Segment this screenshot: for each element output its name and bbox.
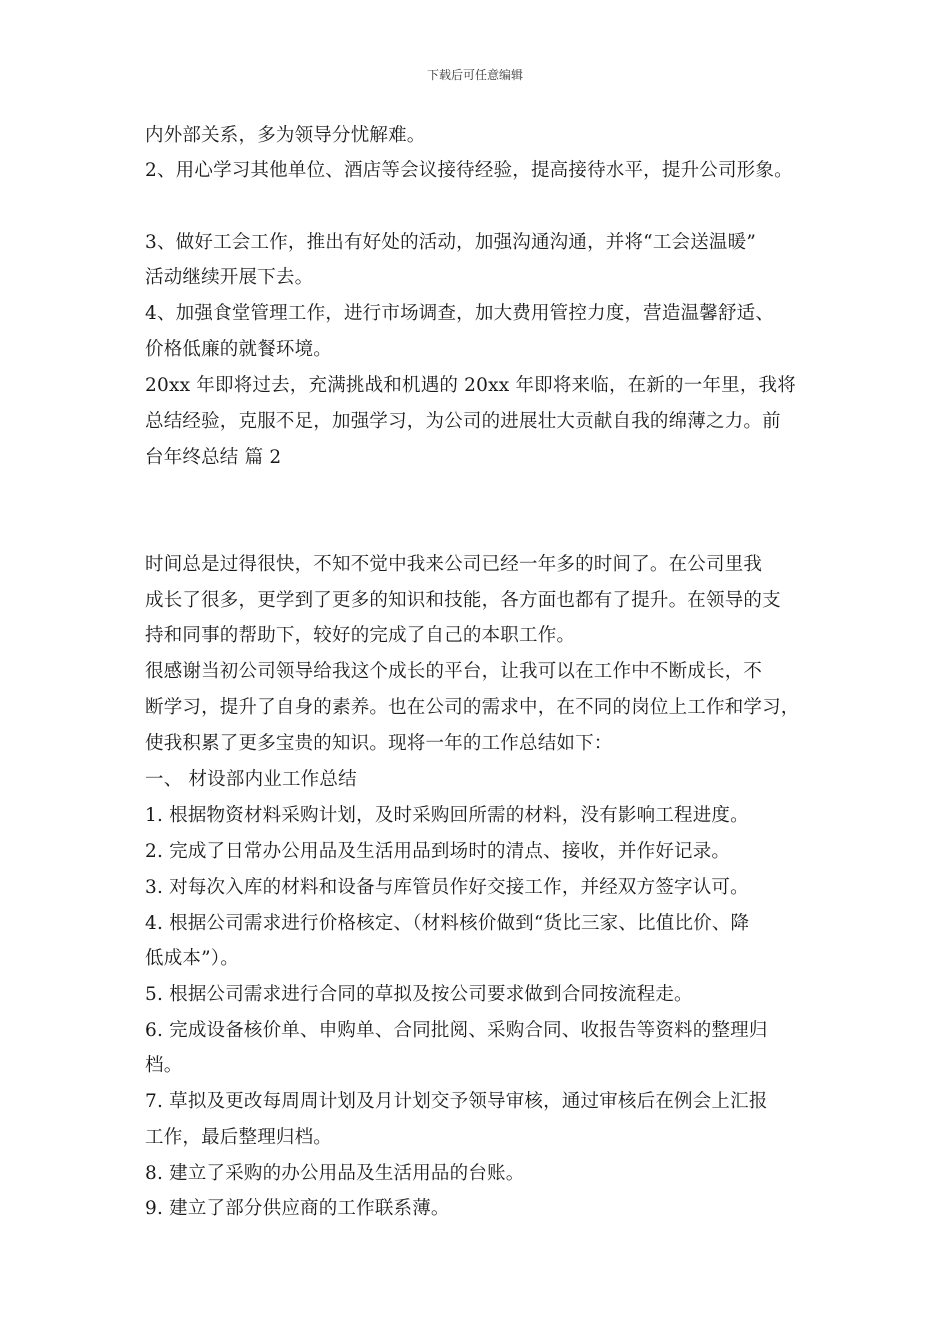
list-item: 9. 建立了部分供应商的工作联系薄。	[145, 1198, 450, 1219]
list-item: 4. 根据公司需求进行价格核定、（材料核价做到“货比三家、比值比价、降	[145, 913, 750, 934]
text-line: 成长了很多，更学到了更多的知识和技能，各方面也都有了提升。在领导的支	[145, 590, 781, 611]
list-item: 5. 根据公司需求进行合同的草拟及按公司要求做到合同按流程走。	[145, 984, 693, 1005]
text-line: 总结经验，克服不足，加强学习，为公司的进展壮大贡献自我的绵薄之力。前	[145, 411, 781, 432]
list-item: 6. 完成设备核价单、申购单、合同批阅、采购合同、收报告等资料的整理归	[145, 1020, 768, 1041]
list-item: 1. 根据物资材料采购计划，及时采购回所需的材料，没有影响工程进度。	[145, 805, 749, 826]
page-header: 下载后可任意编辑	[426, 68, 523, 82]
text-line: 内外部关系，多为领导分忧解难。	[145, 125, 426, 146]
list-item-continuation: 档。	[145, 1055, 183, 1076]
subsection-title: 一、 材设部内业工作总结	[145, 769, 357, 790]
text-line: 3、做好工会工作，推出有好处的活动，加强沟通沟通，并将“工会送温暖”	[145, 232, 756, 253]
text-line: 活动继续开展下去。	[145, 267, 314, 288]
list-item-continuation: 工作，最后整理归档。	[145, 1127, 333, 1148]
text-line: 断学习，提升了自身的素养。也在公司的需求中，在不同的岗位上工作和学习，	[145, 697, 800, 718]
text-line: 时间总是过得很快，不知不觉中我来公司已经一年多的时间了。在公司里我	[145, 554, 763, 575]
text-line: 很感谢当初公司领导给我这个成长的平台，让我可以在工作中不断成长，不	[145, 661, 763, 682]
text-line: 价格低廉的就餐环境。	[145, 339, 333, 360]
list-item: 8. 建立了采购的办公用品及生活用品的台账。	[145, 1163, 525, 1184]
text-line: 20xx 年即将过去，充满挑战和机遇的 20xx 年即将来临，在新的一年里，我将	[145, 375, 796, 396]
text-line: 2、用心学习其他单位、酒店等会议接待经验，提高接待水平，提升公司形象。	[145, 160, 793, 181]
list-item: 7. 草拟及更改每周周计划及月计划交予领导审核，通过审核后在例会上汇报	[145, 1091, 768, 1112]
section-title: 台年终总结 篇 2	[145, 447, 282, 468]
text-line: 4、加强食堂管理工作，进行市场调查，加大费用管控力度，营造温馨舒适、	[145, 303, 775, 324]
list-item: 3. 对每次入库的材料和设备与库管员作好交接工作，并经双方签字认可。	[145, 877, 749, 898]
list-item-continuation: 低成本”）。	[145, 948, 239, 969]
text-line: 使我积累了更多宝贵的知识。现将一年的工作总结如下：	[145, 733, 613, 754]
list-item: 2. 完成了日常办公用品及生活用品到场时的清点、接收，并作好记录。	[145, 841, 731, 862]
text-line: 持和同事的帮助下，较好的完成了自己的本职工作。	[145, 625, 576, 646]
